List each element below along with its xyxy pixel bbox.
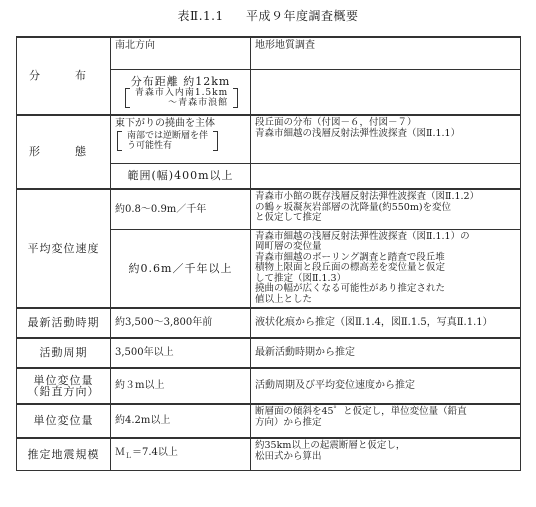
remark-cell <box>251 163 521 189</box>
label-unit-slip: 単位変位量 <box>17 404 111 438</box>
remark-cell: 活動周期及び平均変位速度から推定 <box>251 368 521 404</box>
table-caption <box>0 7 536 24</box>
table-row <box>17 438 521 470</box>
table-row <box>17 189 521 229</box>
value-cell: 東下がりの撓曲を主体 南部では逆断層を伴 う可能性有 <box>111 115 251 163</box>
table-row <box>17 308 521 338</box>
remark-cell: 断層面の傾斜を45゜と仮定し，単位変位量（鉛直 方向）から推定 <box>251 404 521 438</box>
bracket-note: 南部では逆断層を伴 う可能性有 <box>117 131 218 151</box>
value-cell: 約4.2m以上 <box>111 404 251 438</box>
value-cell: Ｍ$_L$＝7.4以上 <box>111 438 251 470</box>
value-cell: 約0.8～0.9m／千年 <box>111 189 251 229</box>
remark-cell: 段丘面の分布（付図－６，付図－７） 青森市細越の浅層反射法弾性波探査（図Ⅱ.1.1） <box>251 115 521 163</box>
table-number: 表Ⅱ.1.1 <box>177 9 224 23</box>
value-cell: 約3,500～3,800年前 <box>111 308 251 338</box>
remark-cell <box>251 69 521 115</box>
label-recurrence: 活動周期 <box>17 338 111 368</box>
label-latest-activity: 最新活動時期 <box>17 308 111 338</box>
bracket-note: 青森市入内南1.5km ～青森市浪館 <box>125 88 238 108</box>
label-vertical-slip: 単位変位量 （鉛直方向） <box>17 368 111 404</box>
table-title: 平成９年度調査概要 <box>245 9 359 23</box>
value-cell: 南北方向 <box>111 37 251 69</box>
label-slip-rate: 平均変位速度 <box>17 189 111 308</box>
value-cell: 約0.6m／千年以上 <box>111 229 251 308</box>
table-row <box>17 115 521 163</box>
survey-summary-table <box>16 36 521 471</box>
label-magnitude: 推定地震規模 <box>17 438 111 470</box>
value-cell: 約３m以上 <box>111 368 251 404</box>
remark-cell: 最新活動時期から推定 <box>251 338 521 368</box>
table-row <box>17 368 521 404</box>
remark-cell: 約35km以上の起震断層と仮定し， 松田式から算出 <box>251 438 521 470</box>
table-row <box>17 338 521 368</box>
label-distribution: 分 布 <box>17 37 111 115</box>
value-cell: 範囲(幅)400m以上 <box>111 163 251 189</box>
label-form: 形 態 <box>17 115 111 189</box>
remark-cell: 地形地質調査 <box>251 37 521 69</box>
remark-cell: 青森市細越の浅層反射法弾性波探査（図Ⅱ.1.1）の 岡町層の変位量 青森市細越のボーリング調査と踏査で段丘堆 積物上限面と段丘面の標高差を変位量と仮定 して推定（図Ⅱ.1.3） 撓曲の幅が広くなる可能性があり推定された 値以上とした <box>251 229 521 308</box>
remark-cell: 液状化痕から推定（図Ⅱ.1.4，図Ⅱ.1.5，写真Ⅱ.1.1） <box>251 308 521 338</box>
remark-cell: 青森市小館の既存浅層反射法弾性波探査（図Ⅱ.1.2） の鶴ヶ坂凝灰岩部層の沈降量(約550m)を変位 と仮定して推定 <box>251 189 521 229</box>
value-cell: 分布距離 約12km 青森市入内南1.5km ～青森市浪館 <box>111 69 251 115</box>
value-cell: 3,500年以上 <box>111 338 251 368</box>
table-row <box>17 404 521 438</box>
table-row <box>17 37 521 69</box>
